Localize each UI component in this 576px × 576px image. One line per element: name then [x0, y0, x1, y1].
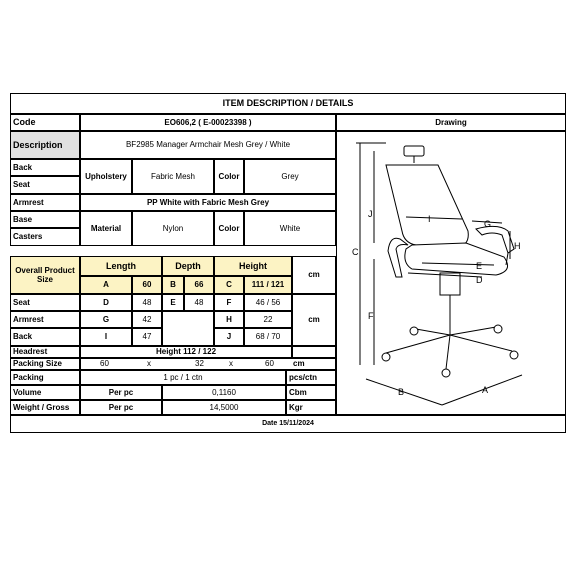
dim-letter-g: G [80, 311, 132, 328]
base-leg-2 [416, 329, 450, 335]
packing-unit-label: pcs/ctn [286, 370, 336, 385]
headrest-shape [404, 146, 424, 156]
height-header: Height [214, 256, 292, 276]
caster-1 [382, 353, 390, 361]
overall-size-label: Overall Product Size [10, 256, 80, 294]
drawing-label-h: H [514, 241, 521, 251]
sheet-title: ITEM DESCRIPTION / DETAILS [10, 93, 566, 114]
dim-value-e: 48 [184, 294, 214, 311]
drawing-label-f: F [368, 311, 374, 321]
dim-empty-cell [162, 311, 214, 346]
drawing-label-e: E [476, 261, 483, 271]
seat-label: Seat [10, 176, 80, 194]
packing-unit: cm [293, 359, 305, 369]
drawing-label-d: D [476, 275, 483, 285]
code-value: EO606,2 ( E-00023398 ) [80, 114, 336, 131]
dim-letter-b: B [162, 276, 184, 294]
dim-value-i: 47 [132, 328, 162, 346]
volume-value: 0,1160 [162, 385, 286, 400]
seat-dim-label: Seat [10, 294, 80, 311]
material-label: Material [80, 211, 132, 246]
upholstery-label: Upholstery [80, 159, 132, 194]
packing-length: 60 [100, 359, 109, 369]
back-label: Back [10, 159, 80, 176]
description-label: Description [10, 131, 80, 159]
gas-column [440, 273, 460, 295]
dim-unit-cm-1: cm [292, 256, 336, 294]
base-label: Base [10, 211, 80, 228]
code-label: Code [10, 114, 80, 131]
upholstery-color-label: Color [214, 159, 244, 194]
packing-value: 1 pc / 1 ctn [80, 370, 286, 385]
weight-per-pc: Per pc [80, 400, 162, 415]
armrest-value: PP White with Fabric Mesh Grey [80, 194, 336, 211]
depth-header: Depth [162, 256, 214, 276]
drawing-label-a: A [482, 385, 489, 395]
material-color-value: White [244, 211, 336, 246]
drawing-label-c: C [352, 247, 359, 257]
packing-height: 60 [265, 359, 274, 369]
length-header: Length [80, 256, 162, 276]
dim-value-d: 48 [132, 294, 162, 311]
weight-value: 14,5000 [162, 400, 286, 415]
drawing-header: Drawing [336, 114, 566, 131]
dim-unit-cm-2: cm [292, 294, 336, 346]
seat-shape [405, 243, 508, 275]
volume-per-pc: Per pc [80, 385, 162, 400]
caster-4 [510, 351, 518, 359]
dim-value-f: 46 / 56 [244, 294, 292, 311]
caster-5 [442, 369, 450, 377]
caster-2 [410, 327, 418, 335]
dim-letter-c: C [214, 276, 244, 294]
dim-value-c: 111 / 121 [244, 276, 292, 294]
material-color-label: Color [214, 211, 244, 246]
upholstery-value: Fabric Mesh [132, 159, 214, 194]
dim-value-h: 22 [244, 311, 292, 328]
dim-letter-j: J [214, 328, 244, 346]
dim-letter-d: D [80, 294, 132, 311]
dim-letter-a: A [80, 276, 132, 294]
packing-x-2: x [229, 359, 233, 369]
casters-label: Casters [10, 228, 80, 246]
dim-value-j: 68 / 70 [244, 328, 292, 346]
drawing-label-g: G [484, 219, 492, 229]
dim-value-b: 66 [184, 276, 214, 294]
drawing-label-j: J [368, 209, 373, 219]
volume-label: Volume [10, 385, 80, 400]
caster-3 [494, 325, 502, 333]
armrest-label: Armrest [10, 194, 80, 211]
headrest-blank [292, 346, 336, 358]
packing-width: 32 [195, 359, 204, 369]
weight-label: Weight / Gross [10, 400, 80, 415]
weight-unit: Kgr [286, 400, 336, 415]
drawing-label-i: I [428, 214, 431, 224]
volume-unit: Cbm [286, 385, 336, 400]
dim-letter-h: H [214, 311, 244, 328]
headrest-value: Height 112 / 122 [80, 346, 292, 358]
armrest-dim-label: Armrest [10, 311, 80, 328]
base-leg-4 [450, 335, 512, 351]
dim-value-a: 60 [132, 276, 162, 294]
dim-letter-f: F [214, 294, 244, 311]
material-value: Nylon [132, 211, 214, 246]
packing-x-1: x [147, 359, 151, 369]
upholstery-color-value: Grey [244, 159, 336, 194]
base-leg-3 [450, 327, 496, 335]
packing-size-value [80, 358, 336, 370]
chair-drawing [336, 131, 566, 415]
base-leg-1 [386, 335, 450, 353]
dim-value-g: 42 [132, 311, 162, 328]
back-dim-label: Back [10, 328, 80, 346]
packing-size-label: Packing Size [10, 358, 80, 370]
headrest-label: Headrest [10, 346, 80, 358]
backrest-shape [386, 165, 468, 247]
description-value: BF2985 Manager Armchair Mesh Grey / White [80, 131, 336, 159]
packing-label: Packing [10, 370, 80, 385]
dim-letter-i: I [80, 328, 132, 346]
dim-letter-e: E [162, 294, 184, 311]
base-leg-5 [446, 335, 450, 369]
drawing-label-b: B [398, 387, 405, 397]
date-row: Date 15/11/2024 [10, 415, 566, 433]
